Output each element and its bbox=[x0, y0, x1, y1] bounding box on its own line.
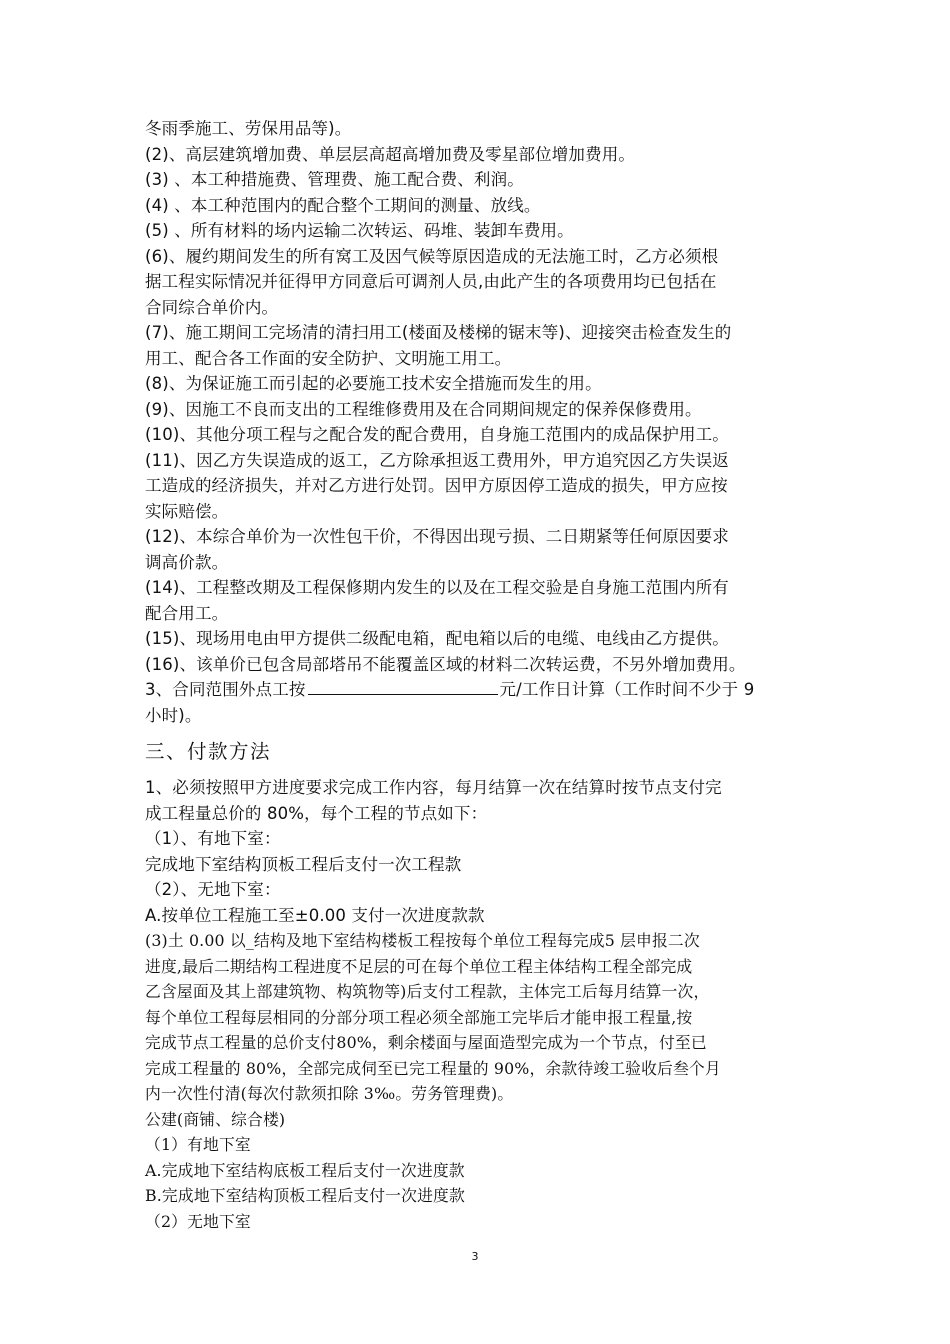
text-line bbox=[145, 320, 813, 346]
line-text: (7)、施工期间工完场清的清扫用工(楼面及楼梯的锯末等)、迎接突击检查发生的 bbox=[145, 323, 732, 342]
text-line bbox=[145, 626, 813, 652]
line-text: （2）、无地下室： bbox=[145, 880, 281, 899]
line-text: (11)、因乙方失误造成的返工，乙方除承担返工费用外，甲方追究因乙方失误返 bbox=[145, 450, 729, 470]
line-text: 1、必须按照甲方进度要求完成工作内容，每月结算一次在结算时按节点支付完 bbox=[145, 778, 722, 797]
line-text: 3、合同范围外点工按 bbox=[145, 680, 306, 699]
line-text: 进度,最后二期结构工程进度不足层的可在每个单位工程主体结构工程全部完成 bbox=[145, 956, 693, 976]
text-line bbox=[145, 499, 813, 525]
text-line bbox=[145, 346, 813, 372]
line-text: (12)、本综合单价为一次性包干价，不得因出现亏损、二日期紧等任何原因要求 bbox=[145, 527, 729, 546]
line-text-after-blank: 元/工作日计算（工作时间不少于 9 bbox=[499, 680, 755, 699]
text-line bbox=[145, 193, 813, 219]
fill-in-blank bbox=[308, 678, 498, 695]
text-line bbox=[145, 473, 813, 499]
text-line bbox=[145, 575, 813, 601]
line-text: (15)、现场用电由甲方提供二级配电箱，配电箱以后的电缆、电线由乙方提供。 bbox=[145, 629, 729, 648]
text-line bbox=[145, 1005, 813, 1031]
text-line bbox=[145, 703, 813, 729]
line-text: 成工程量总价的 80%，每个工程的节点如下： bbox=[145, 803, 488, 823]
document-body bbox=[145, 116, 813, 1234]
text-line bbox=[145, 652, 813, 678]
line-text: 合同综合单价内。 bbox=[145, 297, 279, 317]
line-text: (2)、高层建筑增加费、单层层高超高增加费及零星部位增加费用。 bbox=[145, 144, 636, 164]
text-line bbox=[145, 601, 813, 627]
line-text: 每个单位工程每层相同的分部分项工程必须全部施工完毕后才能申报工程量,按 bbox=[145, 1007, 693, 1027]
line-text: 调高价款。 bbox=[145, 552, 229, 572]
section-heading bbox=[145, 734, 813, 769]
text-line bbox=[145, 1183, 813, 1209]
text-line bbox=[145, 524, 813, 550]
text-line bbox=[145, 550, 813, 576]
line-text: 配合用工。 bbox=[145, 603, 229, 623]
text-line bbox=[145, 1030, 813, 1056]
text-line bbox=[145, 852, 813, 878]
text-line bbox=[145, 928, 813, 954]
line-text: （1）有地下室 bbox=[145, 1135, 251, 1154]
text-line bbox=[145, 116, 813, 142]
text-line bbox=[145, 979, 813, 1005]
line-text: 实际赔偿。 bbox=[145, 501, 229, 521]
text-line bbox=[145, 244, 813, 270]
line-text: (5) 、所有材料的场内运输二次转运、码堆、装卸车费用。 bbox=[145, 221, 574, 240]
line-text: 冬雨季施工、劳保用品等)。 bbox=[145, 119, 352, 138]
text-line bbox=[145, 801, 813, 827]
line-text: 完成节点工程量的总价支付80%，剩余楼面与屋面造型完成为一个节点，付至已 bbox=[145, 1033, 707, 1052]
text-line bbox=[145, 371, 813, 397]
text-line bbox=[145, 142, 813, 168]
text-line bbox=[145, 218, 813, 244]
text-line bbox=[145, 448, 813, 474]
line-text: （2）无地下室 bbox=[145, 1211, 251, 1231]
text-line bbox=[145, 954, 813, 980]
line-text: 三、付款方法 bbox=[145, 740, 272, 763]
line-text: 据工程实际情况并征得甲方同意后可调剂人员,由此产生的各项费用均已包括在 bbox=[145, 272, 717, 291]
line-text: (10)、其他分项工程与之配合发的配合费用，自身施工范围内的成品保护用工。 bbox=[145, 425, 729, 444]
text-line bbox=[145, 397, 813, 423]
line-text: 公建(商铺、综合楼) bbox=[145, 1109, 286, 1129]
line-text: (16)、该单价已包含局部塔吊不能覆盖区域的材料二次转运费，不另外增加费用。 bbox=[145, 654, 746, 674]
text-line bbox=[145, 1081, 813, 1107]
text-line bbox=[145, 677, 813, 703]
line-text: 用工、配合各工作面的安全防护、文明施工用工。 bbox=[145, 348, 512, 368]
line-text: (3)土 0.00 以_结构及地下室结构楼板工程按每个单位工程每完成5 层申报二次 bbox=[145, 931, 700, 950]
page-number: 3 bbox=[471, 1250, 479, 1263]
line-text: A.完成地下室结构底板工程后支付一次进度款 bbox=[145, 1160, 465, 1180]
text-line bbox=[145, 775, 813, 801]
line-text: (3) 、本工种措施费、管理费、施工配合费、利润。 bbox=[145, 170, 524, 189]
text-line bbox=[145, 295, 813, 321]
text-line bbox=[145, 1132, 813, 1158]
line-text: 工造成的经济损失，并对乙方进行处罚。因甲方原因停工造成的损失，甲方应按 bbox=[145, 476, 728, 495]
line-text: 小时)。 bbox=[145, 705, 202, 725]
line-text: (4) 、本工种范围内的配合整个工期间的测量、放线。 bbox=[145, 195, 541, 215]
text-line bbox=[145, 1107, 813, 1133]
line-text: 完成地下室结构顶板工程后支付一次工程款 bbox=[145, 854, 462, 874]
line-text: (8)、为保证施工而引起的必要施工技术安全措施而发生的用。 bbox=[145, 374, 602, 393]
text-line bbox=[145, 422, 813, 448]
line-text: 乙含屋面及其上部建筑物、构筑物等)后支付工程款，主体完工后每月结算一次， bbox=[145, 982, 710, 1001]
text-line bbox=[145, 1209, 813, 1235]
text-line bbox=[145, 269, 813, 295]
line-text: A.按单位工程施工至±0.00 支付一次进度款款 bbox=[145, 905, 485, 925]
line-text: (9)、因施工不良而支出的工程维修费用及在合同期间规定的保养保修费用。 bbox=[145, 399, 702, 419]
line-text: 完成工程量的 80%，全部完成伺至已完工程量的 90%，余款待竣工验收后叁个月 bbox=[145, 1058, 721, 1078]
text-line bbox=[145, 877, 813, 903]
line-text: B.完成地下室结构顶板工程后支付一次进度款 bbox=[145, 1186, 465, 1205]
text-line bbox=[145, 903, 813, 929]
text-line bbox=[145, 1056, 813, 1082]
text-line bbox=[145, 1158, 813, 1184]
line-text: （1）、有地下室： bbox=[145, 829, 281, 848]
text-line bbox=[145, 826, 813, 852]
line-text: (6)、履约期间发生的所有窝工及因气候等原因造成的无法施工时，乙方必须根 bbox=[145, 246, 719, 266]
line-text: (14)、工程整改期及工程保修期内发生的以及在工程交验是自身施工范围内所有 bbox=[145, 578, 729, 597]
line-text: 内一次性付清(每次付款须扣除 3‰。劳务管理费)。 bbox=[145, 1084, 514, 1103]
text-line bbox=[145, 167, 813, 193]
